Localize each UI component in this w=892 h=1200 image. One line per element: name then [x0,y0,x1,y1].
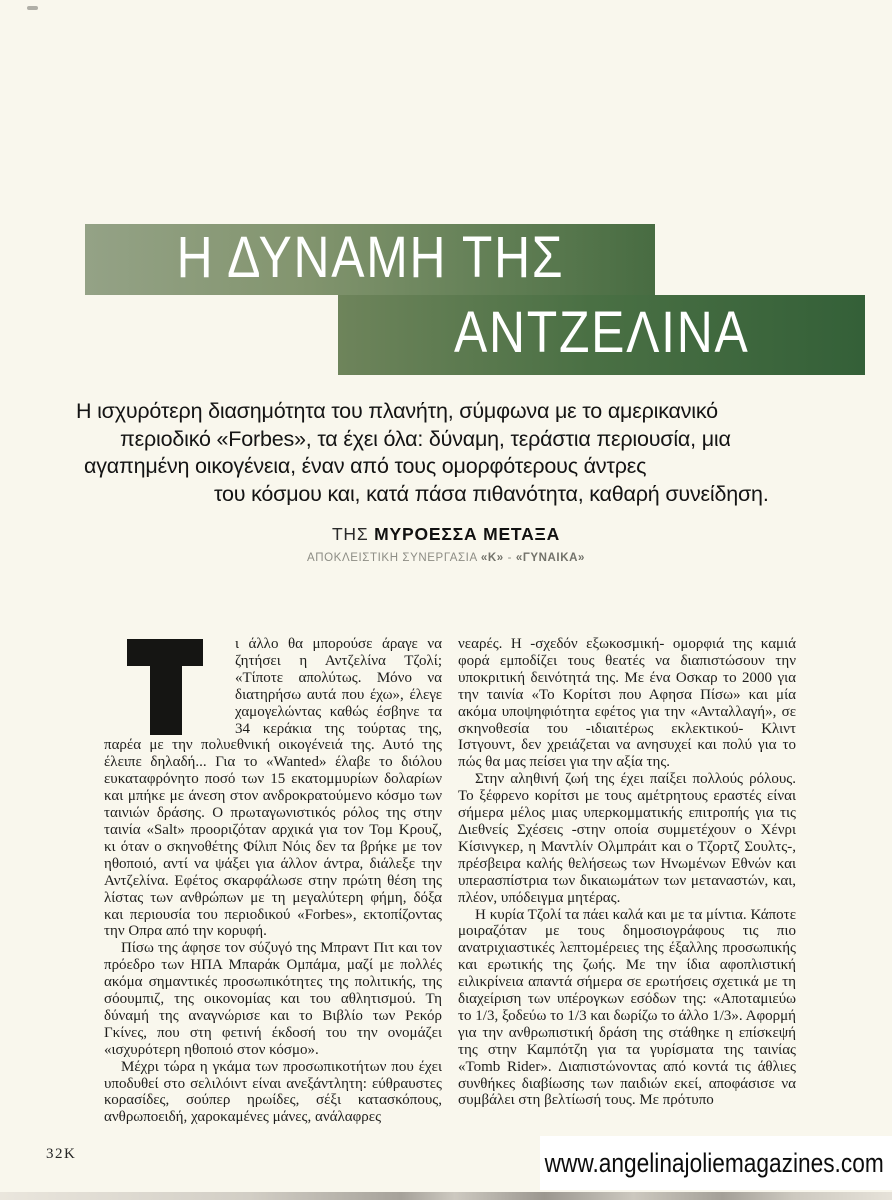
title-band-bottom [338,295,865,375]
byline-collaboration-line [0,552,892,564]
byline [0,524,892,564]
collab-magazine-gynaika: «ΓΥΝΑΙΚΑ» [515,552,586,564]
watermark-strip [540,1136,892,1190]
watermark-url: www.angelinajoliemagazines.com [544,1147,884,1178]
scan-artifact [27,6,38,10]
article-column-left [104,636,442,1126]
body-paragraph: Μέχρι τώρα η γκάμα των προσωπικοτήτων που έχει υποδυθεί στο σελιλόιντ είναι ανεξάντλητη: εύθραυστες κορασίδες, σούπερ ηρωίδες, σέξι κατασκόπους, ανθρωποειδή, χαροκαμένες μάνες, ανάλαφρες [104,1058,442,1126]
body-paragraph: νεαρές. Η -σχεδόν εξωκοσμική- ομορφιά της καμιά φορά εμποδίζει τους θεατές να διαπιστώσουν την υποκριτική δεινότητά της. Με ένα Οσκαρ το 2000 για την ταινία «Το Κορίτσι που Αφησα Πίσω» και μία ακόμα υποψηφιότητα εφέτος για την «Ανταλλαγή», σε σκηνοθεσία του -ιδιαιτέρως εκλεκτικού- Κλιντ Ιστγουντ, δεν χρειάζεται να ανησυχεί και πολύ για το πώς θα μας πείσει για την αξία της. [458,636,796,771]
byline-author-name: ΜΥΡΟΕΣΣΑ ΜΕΤΑΞΑ [374,524,561,544]
lede-line: περιοδικό «Forbes», τα έχει όλα: δύναμη, τεράστια περιουσία, μια [120,426,731,451]
article-title-line1: Η ΔΥΝΑΜΗ ΤΗΣ [176,224,564,290]
drop-cap-stem [150,639,182,735]
article-column-right [458,636,796,1109]
page-number: 32K [46,1146,77,1162]
collab-prefix: ΑΠΟΚΛΕΙΣΤΙΚΗ ΣΥΝΕΡΓΑΣΙΑ [306,552,478,564]
collab-separator: - [507,552,513,564]
body-paragraph: Στην αληθινή ζωή της έχει παίξει πολλούς ρόλους. Το ξέφρενο κορίτσι με τους αμέτρητους εραστές είναι σήμερα μέλος μιας υπερκομματικής επιτροπής για τις Διεθνείς Σχέσεις -στην οποία συμμετέχουν ο Χένρι Κίσινγκερ, η Μαντλίν Ολμπράιτ και ο Τζορτζ Σουλτς-, πρέσβειρα καλής θελήσεως των Ηνωμένων Εθνών και υπερασπίστρια των δικαιωμάτων των μεταναστών, και, πλέον, υπόδειγμα μητέρας. [458,771,796,906]
article-title-line2: ΑΝΤΖΕΛΙΝΑ [453,300,750,365]
title-band-top [85,224,655,295]
lede-standfirst [62,398,862,508]
byline-author-line [0,524,892,545]
collab-magazine-k: «Κ» [480,552,504,564]
lede-line: του κόσμου και, κατά πάσα πιθανότητα, καθαρή συνείδηση. [214,481,769,506]
page-bottom-scan-edge [0,1192,892,1200]
byline-prefix: ΤΗΣ [331,524,369,544]
lede-line: Η ισχυρότερη διασημότητα του πλανήτη, σύμφωνα με το αμερικανικό [76,399,718,423]
lede-line: αγαπημένη οικογένεια, έναν από τους ομορφότερους άντρες [84,454,647,478]
body-paragraph: ι άλλο θα μπορούσε άραγε να ζητήσει η Αντζελίνα Τζολί; «Τίποτε απολύτως. Μόνο να διατηρήσω αυτά που έχω», έλεγε χαμογελώντας καθώς έσβηνε τα 34 κεράκια της τούρτας της, παρέα με την πολυεθνική οικογένειά της. Αυτό της έλειπε δηλαδή... Για το «Wanted» έλαβε το διόλου ευκαταφρόνητο ποσό των 15 εκατομμυρίων δολαρίων και μπήκε με άνεση στον ανδροκρατούμενο κόσμο των ταινιών δράσης. Ο πρωταγωνιστικός ρόλος της στην ταινία «Salt» προοριζόταν αρχικά για τον Τομ Κρουζ, κι όταν ο σκηνοθέτης Φίλιπ Νόις δεν τα βρήκε με τον ηθοποιό, αντί να ψάξει για άλλον άντρα, διάλεξε την Αντζελίνα. Εφέτος σκαρφάλωσε στην πρώτη θέση της λίστας των ανθρώπων με τη μεγαλύτερη φήμη, δόξα και περιουσία του περιοδικού «Forbes», εκτοπίζοντας την Οπρα από την κορυφή. [104,636,442,940]
body-paragraph: Η κυρία Τζολί τα πάει καλά και με τα μίντια. Κάποτε μοιραζόταν με τους δημοσιογράφους τις πιο ανατριχιαστικές λεπτομέρειες της έξαλλης προσωπικής και ερωτικής της ζωής. Με την ίδια αφοπλιστική ειλικρίνεια απαντά σήμερα σε ερωτήσεις σχετικά με τη διαχείριση των υπέρογκων εσόδων της: «Αποταμιεύω το 1/3, ξοδεύω το 1/3 και δωρίζω το άλλο 1/3». Αφορμή για την ανθρωπιστική δράση της στάθηκε η επίσκεψή της στην Καμπότζη για τα γυρίσματα της ταινίας «Tomb Rider». Διαπιστώνοντας από κοντά τις άθλιες συνθήκες διαβίωσης των παιδιών εκεί, αποφάσισε να συμβάλει στη βελτίωσή τους. Με πρότυπο [458,906,796,1109]
drop-cap-letter-T [104,637,227,737]
body-paragraph: Πίσω της άφησε τον σύζυγό της Μπραντ Πιτ και τον πρόεδρο των ΗΠΑ Μπαράκ Ομπάμα, μαζί με πολλές ακόμα σημαντικές προσωπικότητες της πολιτικής, της σόουμπιζ, της οικονομίας και του αθλητισμού. Τη δύναμή της αναγνώρισε και το Βιβλίο των Ρεκόρ Γκίνες, που στη φετινή έκδοσή του την ονομάζει «ισχυρότερη ηθοποιό στον κόσμο». [104,940,442,1058]
